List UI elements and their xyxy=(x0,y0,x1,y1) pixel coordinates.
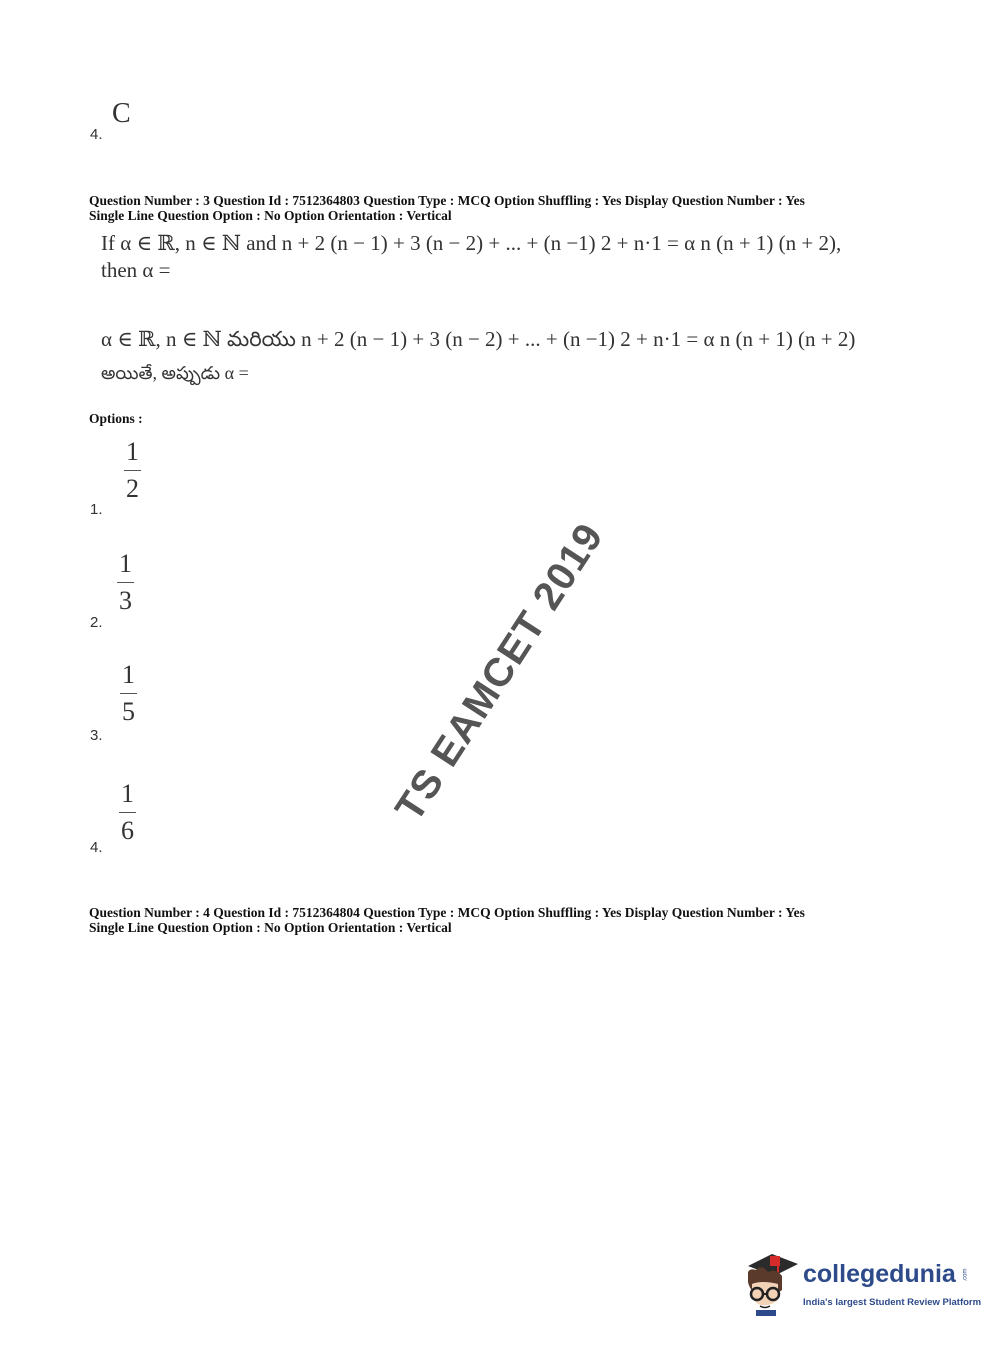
option-2-number: 2. xyxy=(90,614,103,631)
option-3-number: 3. xyxy=(90,727,103,744)
option-1-number: 1. xyxy=(90,501,103,518)
prev-option-value: C xyxy=(112,98,131,129)
q3-meta-line2: Single Line Question Option : No Option Orientation : Vertical xyxy=(89,208,452,223)
collegedunia-mascot-icon xyxy=(742,1250,802,1320)
watermark: TS EAMCET 2019 xyxy=(387,515,613,829)
option-4-denominator: 6 xyxy=(121,816,134,845)
option-4-number: 4. xyxy=(90,839,103,856)
option-3-fraction xyxy=(120,660,137,727)
logo-name: collegedunia xyxy=(803,1260,956,1288)
options-label: Options : xyxy=(89,411,143,426)
fraction-bar xyxy=(119,812,136,813)
option-2-fraction xyxy=(117,549,134,616)
option-2-denominator: 3 xyxy=(119,586,132,615)
q3-telugu-line2: అయితే, అప్పుడు α = xyxy=(101,363,249,383)
fraction-bar xyxy=(120,693,137,694)
prev-option-number: 4. xyxy=(90,126,103,143)
q3-english-line1: If α ∈ ℝ, n ∈ ℕ and n + 2 (n − 1) + 3 (n − 2) + ... + (n −1) 2 + n·1 = α n (n + 1) (n + 2), xyxy=(101,231,842,255)
option-4-numerator: 1 xyxy=(121,779,134,808)
collegedunia-logo[interactable] xyxy=(742,1250,982,1320)
option-3-numerator: 1 xyxy=(122,660,135,689)
fraction-bar xyxy=(117,582,134,583)
q4-meta-line1: Question Number : 4 Question Id : 7512364804 Question Type : MCQ Option Shuffling : Yes Display Question Number : Yes xyxy=(89,905,805,920)
option-1-denominator: 2 xyxy=(126,474,139,503)
option-3-denominator: 5 xyxy=(122,697,135,726)
q3-english-line2: then α = xyxy=(101,258,171,282)
q3-meta-line1: Question Number : 3 Question Id : 7512364803 Question Type : MCQ Option Shuffling : Yes Display Question Number : Yes xyxy=(89,193,805,208)
option-1-fraction xyxy=(124,437,141,504)
logo-tagline: India's largest Student Review Platform xyxy=(803,1297,982,1308)
q3-telugu-line1: α ∈ ℝ, n ∈ ℕ మరియు n + 2 (n − 1) + 3 (n − 2) + ... + (n −1) 2 + n·1 = α n (n + 1) (n + 2) xyxy=(101,327,856,351)
option-1-numerator: 1 xyxy=(126,437,139,466)
logo-domain-suffix: .com xyxy=(962,1268,969,1282)
option-2-numerator: 1 xyxy=(119,549,132,578)
q4-meta-line2: Single Line Question Option : No Option Orientation : Vertical xyxy=(89,920,452,935)
fraction-bar xyxy=(124,470,141,471)
option-4-fraction xyxy=(119,779,136,846)
